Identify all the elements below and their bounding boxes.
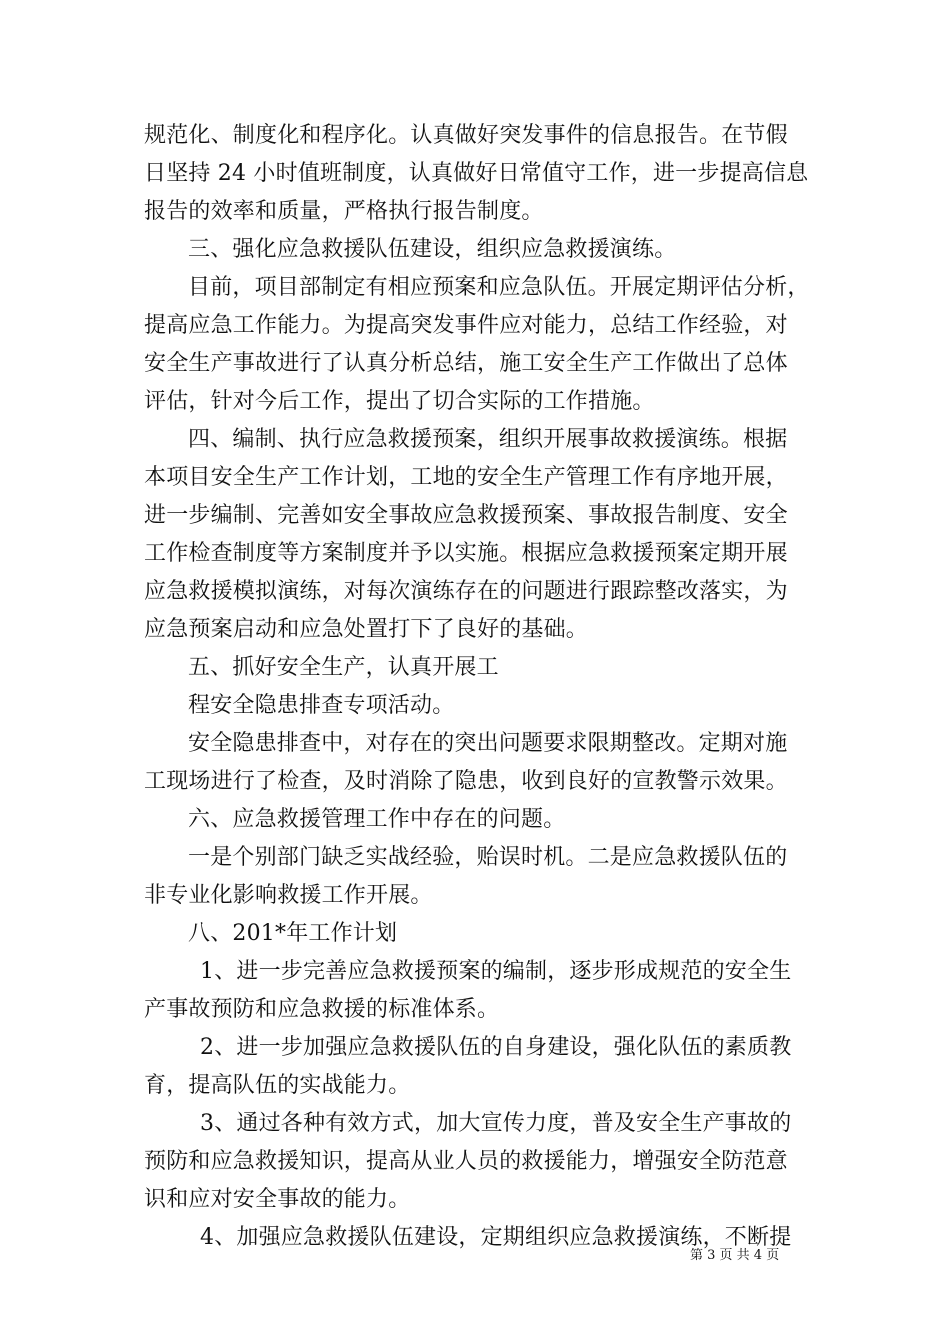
body-line: 目前，项目部制定有相应预案和应急队伍。开展定期评估分析， [188, 275, 810, 300]
plan-item: 2、进一步加强应急救援队伍的自身建设，强化队伍的素质教 [200, 1035, 792, 1060]
body-line: 评估，针对今后工作，提出了切合实际的工作措施。 [144, 389, 655, 414]
body-line: 安全隐患排查中，对存在的突出问题要求限期整改。定期对施 [188, 731, 788, 756]
section-heading: 三、强化应急救援队伍建设，组织应急救援演练。 [188, 237, 677, 262]
body-line: 育，提高队伍的实战能力。 [144, 1073, 411, 1098]
body-line: 工现场进行了检查，及时消除了隐患，收到良好的宣教警示效果。 [144, 769, 788, 794]
body-line: 安全生产事故进行了认真分析总结，施工安全生产工作做出了总体 [144, 351, 788, 376]
section-heading: 程安全隐患排查专项活动。 [188, 693, 455, 718]
body-line: 识和应对安全事故的能力。 [144, 1187, 411, 1212]
body-line: 规范化、制度化和程序化。认真做好突发事件的信息报告。在节假 [144, 123, 788, 148]
section-heading: 五、抓好安全生产，认真开展工 [188, 655, 499, 680]
body-line: 产事故预防和应急救援的标准体系。 [144, 997, 500, 1022]
body-line: 预防和应急救援知识，提高从业人员的救援能力，增强安全防范意 [144, 1149, 788, 1174]
body-line: 日坚持 24 小时值班制度，认真做好日常值守工作，进一步提高信息 [144, 161, 809, 186]
plan-item: 1、进一步完善应急救援预案的编制，逐步形成规范的安全生 [200, 959, 792, 984]
section-heading: 八、201*年工作计划 [188, 921, 398, 946]
body-line: 工作检查制度等方案制度并予以实施。根据应急救援预案定期开展 [144, 541, 788, 566]
body-line: 一是个别部门缺乏实战经验，贻误时机。二是应急救援队伍的 [188, 845, 788, 870]
body-line: 应急救援模拟演练，对每次演练存在的问题进行跟踪整改落实，为 [144, 579, 788, 604]
body-line: 应急预案启动和应急处置打下了良好的基础。 [144, 617, 589, 642]
body-line: 提高应急工作能力。为提高突发事件应对能力，总结工作经验，对 [144, 313, 788, 338]
page-number: 第 3 页 共 4 页 [690, 1248, 780, 1263]
body-line: 进一步编制、完善如安全事故应急救援预案、事故报告制度、安全 [144, 503, 788, 528]
plan-item: 3、通过各种有效方式，加大宣传力度，普及安全生产事故的 [200, 1111, 792, 1136]
section-heading: 六、应急救援管理工作中存在的问题。 [188, 807, 566, 832]
plan-item: 4、加强应急救援队伍建设，定期组织应急救援演练，不断提 [200, 1225, 792, 1250]
body-line: 本项目安全生产工作计划，工地的安全生产管理工作有序地开展， [144, 465, 788, 490]
body-line: 非专业化影响救援工作开展。 [144, 883, 433, 908]
body-line: 报告的效率和质量，严格执行报告制度。 [144, 199, 544, 224]
section-heading: 四、编制、执行应急救援预案，组织开展事故救援演练。根据 [188, 427, 788, 452]
